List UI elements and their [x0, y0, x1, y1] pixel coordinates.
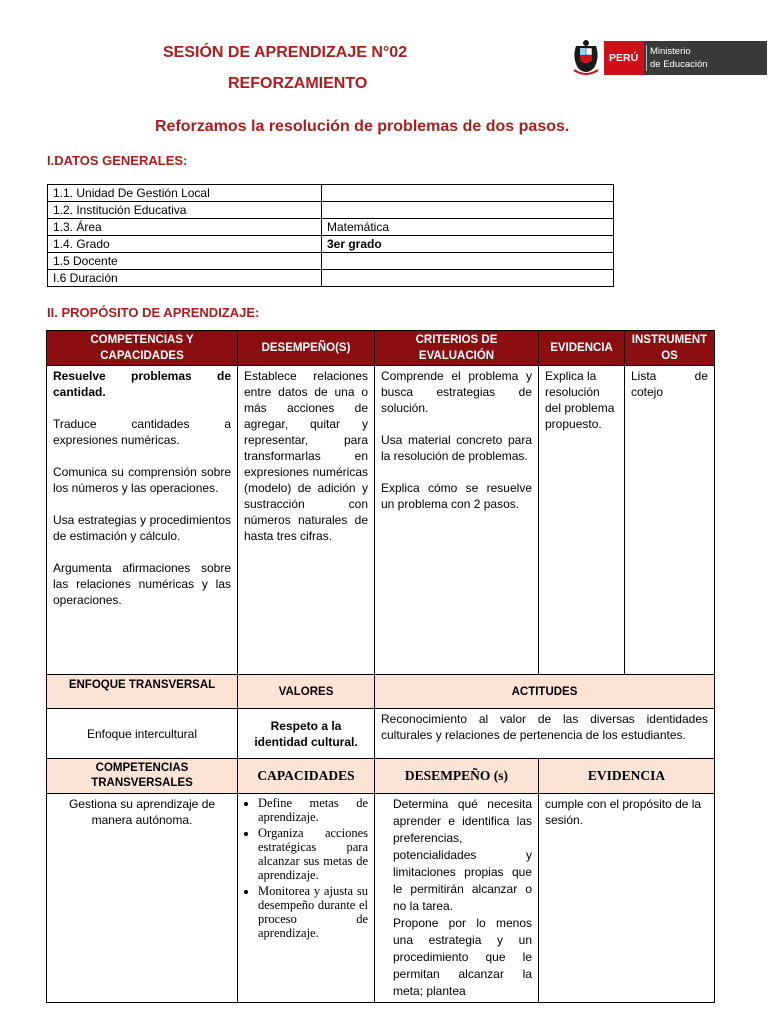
- datos-value: [322, 202, 614, 219]
- desempeno-text-2: Propone por lo menos una estrategia y un procedimiento que le permitan alcanzar la meta; plantea: [393, 916, 532, 998]
- datos-value: [322, 270, 614, 287]
- header-competencias: COMPETENCIAS Y CAPACIDADES: [47, 331, 238, 366]
- datos-label: 1.3. Área: [48, 219, 322, 236]
- header-desempeno: DESEMPEÑO(S): [238, 331, 375, 366]
- proposito-table: [46, 330, 715, 1003]
- table-row: [48, 219, 614, 236]
- desempeno-text-1: Determina qué necesita aprender e identifica las preferencias, potencialidades y limitaciones propias que le permitirán alcanzar o no la tarea.: [393, 797, 532, 913]
- table-row: [48, 270, 614, 287]
- session-title: SESIÓN DE APRENDIZAJE N°02: [163, 44, 408, 61]
- table-header-row: [47, 331, 715, 366]
- enfoque-header-row: [47, 675, 715, 709]
- section-datos-generales: I.DATOS GENERALES:: [47, 153, 188, 168]
- table-row: [48, 253, 614, 270]
- competencia-title: Resuelve problemas de cantidad.: [53, 369, 231, 399]
- logo-country: PERÚ: [609, 52, 639, 64]
- header-instrumentos: INSTRUMENTOS: [625, 331, 715, 366]
- competencia-transversal-cell: Gestiona su aprendizaje de manera autónoma.: [47, 794, 238, 1003]
- datos-value: [322, 253, 614, 270]
- datos-label: I.6 Duración: [48, 270, 322, 287]
- session-subtitle: REFORZAMIENTO: [228, 75, 368, 92]
- desempeno-transversal-cell: [375, 794, 539, 1003]
- session-topic: Reforzamos la resolución de problemas de dos pasos.: [155, 118, 570, 135]
- datos-value: [322, 185, 614, 202]
- capacidad-item: Traduce cantidades a expresiones numéricas.: [53, 417, 231, 447]
- ministry-line-1: Ministerio: [650, 46, 691, 57]
- header-competencias-transversales: COMPETENCIAS TRANSVERSALES: [47, 759, 238, 794]
- list-item: • Organiza acciones estratégicas para alcanzar sus metas de aprendizaje.: [258, 826, 368, 882]
- capacidad-item: Argumenta afirmaciones sobre las relaciones numéricas y las operaciones.: [53, 561, 231, 607]
- table-row: [47, 794, 715, 1003]
- header-criterios: CRITERIOS DE EVALUACIÓN: [375, 331, 539, 366]
- header-desempeno-s: DESEMPEÑO (s): [375, 759, 539, 794]
- datos-generales-table: [47, 184, 614, 287]
- peru-flag-block: [604, 41, 644, 75]
- header-enfoque: ENFOQUE TRANSVERSAL: [47, 675, 238, 709]
- competencias-cell: [47, 366, 238, 675]
- table-row: [47, 709, 715, 759]
- ministry-block: [644, 41, 767, 75]
- evidencia-cell: Explica la resolución del problema propuesto.: [539, 366, 625, 675]
- header-evidencia: EVIDENCIA: [539, 331, 625, 366]
- table-row: [48, 185, 614, 202]
- instrumento-cell: Lista de cotejo: [625, 366, 715, 675]
- datos-label: 1.4. Grado: [48, 236, 322, 253]
- table-row: [48, 202, 614, 219]
- header-actitudes: ACTITUDES: [375, 675, 715, 709]
- evidencia-transversal-cell: cumple con el propósito de la sesión.: [539, 794, 715, 1003]
- list-item: • Define metas de aprendizaje.: [258, 796, 368, 824]
- table-row: [47, 366, 715, 675]
- criterio-item: Explica cómo se resuelve un problema con 2 pasos.: [381, 481, 532, 511]
- peru-coat-of-arms-icon: [570, 38, 602, 78]
- header-evidencia-transversal: EVIDENCIA: [539, 759, 715, 794]
- capacidad-item: Usa estrategias y procedimientos de estimación y cálculo.: [53, 513, 231, 543]
- ministry-line-2: de Educación: [650, 59, 708, 70]
- datos-label: 1.2. Institución Educativa: [48, 202, 322, 219]
- desempeno-cell: Establece relaciones entre datos de una o más acciones de agregar, quitar y representar, para transformarlas en expresiones numéricas (modelo) de adición y sustracción con números naturales de hasta tres cifras.: [238, 366, 375, 675]
- valor-cell: Respeto a la identidad cultural.: [238, 709, 375, 759]
- datos-value: 3er grado: [322, 236, 614, 253]
- minedu-logo: [570, 38, 767, 78]
- header-capacidades: CAPACIDADES: [238, 759, 375, 794]
- datos-value: Matemática: [322, 219, 614, 236]
- capacidad-item: Comunica su comprensión sobre los números y las operaciones.: [53, 465, 231, 495]
- section-proposito: II. PROPÓSITO DE APRENDIZAJE:: [47, 305, 260, 320]
- table-row: [48, 236, 614, 253]
- criterios-cell: [375, 366, 539, 675]
- capacidades-transversal-cell: [238, 794, 375, 1003]
- transversales-header-row: [47, 759, 715, 794]
- datos-label: 1.5 Docente: [48, 253, 322, 270]
- enfoque-cell: Enfoque intercultural: [47, 709, 238, 759]
- criterio-item: Usa material concreto para la resolución de problemas.: [381, 433, 532, 463]
- actitud-cell: Reconocimiento al valor de las diversas identidades culturales y relaciones de pertenencia de los estudiantes.: [375, 709, 715, 759]
- datos-label: 1.1. Unidad De Gestión Local: [48, 185, 322, 202]
- capacidades-list: [244, 796, 368, 940]
- header-valores: VALORES: [238, 675, 375, 709]
- criterio-item: Comprende el problema y busca estrategias de solución.: [381, 369, 532, 415]
- list-item: • Monitorea y ajusta su desempeño durante el proceso de aprendizaje.: [258, 884, 368, 940]
